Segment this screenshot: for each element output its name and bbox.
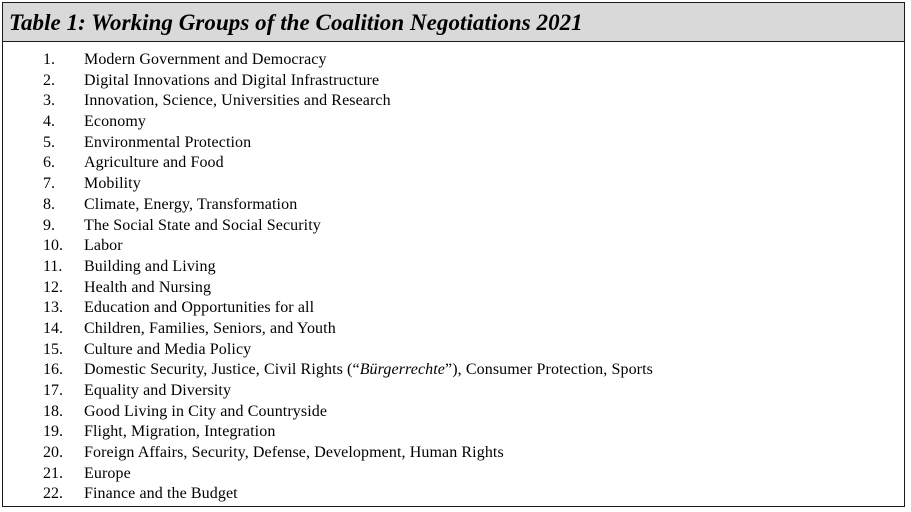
list-item: [3, 91, 904, 112]
item-number: 9.: [43, 216, 55, 234]
item-name: Finance and the Budget: [84, 485, 238, 503]
item-name: Economy: [84, 113, 147, 131]
list-item: [3, 236, 904, 257]
item-number: 19.: [43, 423, 63, 441]
item-name: Building and Living: [84, 257, 216, 275]
list-item: [3, 340, 904, 361]
item-number: 7.: [43, 175, 55, 193]
item-name: [84, 360, 653, 381]
item-number: 11.: [43, 257, 63, 275]
item-name: Children, Families, Seniors, and Youth: [84, 319, 336, 337]
list-item: [3, 422, 904, 443]
item-name: Innovation, Science, Universities and Research: [84, 92, 391, 110]
working-groups-table: [2, 2, 905, 507]
item-name: Health and Nursing: [84, 278, 212, 296]
list-item: [3, 174, 904, 195]
item-name: Digital Innovations and Digital Infrastructure: [84, 71, 380, 89]
table-header: [3, 3, 904, 42]
item-number: 2.: [43, 71, 55, 89]
list-item: [3, 195, 904, 216]
item-name-before: Domestic Security, Justice, Civil Rights (“: [84, 361, 360, 379]
list-item: [3, 381, 904, 402]
item-number: 8.: [43, 195, 55, 213]
item-number: 3.: [43, 92, 55, 110]
item-name: The Social State and Social Security: [84, 216, 321, 234]
item-number: 14.: [43, 319, 63, 337]
item-number: 1.: [43, 51, 55, 68]
item-name: Culture and Media Policy: [84, 340, 252, 358]
list-item: [3, 257, 904, 278]
item-name: Foreign Affairs, Security, Defense, Development, Human Rights: [84, 444, 504, 462]
item-number: 16.: [43, 361, 63, 379]
item-name: Environmental Protection: [84, 133, 252, 151]
list-item: [3, 50, 904, 71]
item-name-after: ”), Consumer Protection, Sports: [445, 361, 653, 379]
list-item: [3, 484, 904, 505]
list-item: [3, 402, 904, 423]
item-number: 18.: [43, 402, 63, 420]
item-number: 5.: [43, 133, 55, 151]
list-item: [3, 360, 904, 381]
item-number: 21.: [43, 464, 63, 482]
item-number: 22.: [43, 485, 63, 503]
table-title: Table 1: Working Groups of the Coalition Negotiations 2021: [9, 9, 583, 35]
item-number: 6.: [43, 154, 55, 172]
item-name: Mobility: [84, 175, 141, 193]
list-item: [3, 443, 904, 464]
list-item: [3, 112, 904, 133]
list-item: [3, 298, 904, 319]
list-item: [3, 278, 904, 299]
item-number: 15.: [43, 340, 63, 358]
item-name: Flight, Migration, Integration: [84, 423, 276, 441]
list-item: [3, 216, 904, 237]
item-number: 13.: [43, 299, 63, 317]
item-name: Agriculture and Food: [84, 154, 224, 172]
item-name: Climate, Energy, Transformation: [84, 195, 298, 213]
item-number: 12.: [43, 278, 63, 296]
list-item: [3, 319, 904, 340]
list-item: [3, 133, 904, 154]
item-name: Modern Government and Democracy: [84, 51, 327, 68]
item-number: 4.: [43, 113, 55, 131]
item-name: Good Living in City and Countryside: [84, 402, 328, 420]
item-name: Equality and Diversity: [84, 382, 232, 399]
list-item: [3, 464, 904, 485]
item-name: Education and Opportunities for all: [84, 299, 315, 317]
list-item: [3, 153, 904, 174]
working-groups-list: [3, 42, 904, 505]
german-term: Bürgerrechte: [359, 361, 446, 379]
item-number: 20.: [43, 444, 63, 462]
list-item: [3, 71, 904, 92]
item-number: 17.: [43, 382, 63, 399]
item-number: 10.: [43, 237, 63, 255]
item-name: Europe: [84, 464, 131, 482]
item-name: Labor: [84, 237, 123, 255]
